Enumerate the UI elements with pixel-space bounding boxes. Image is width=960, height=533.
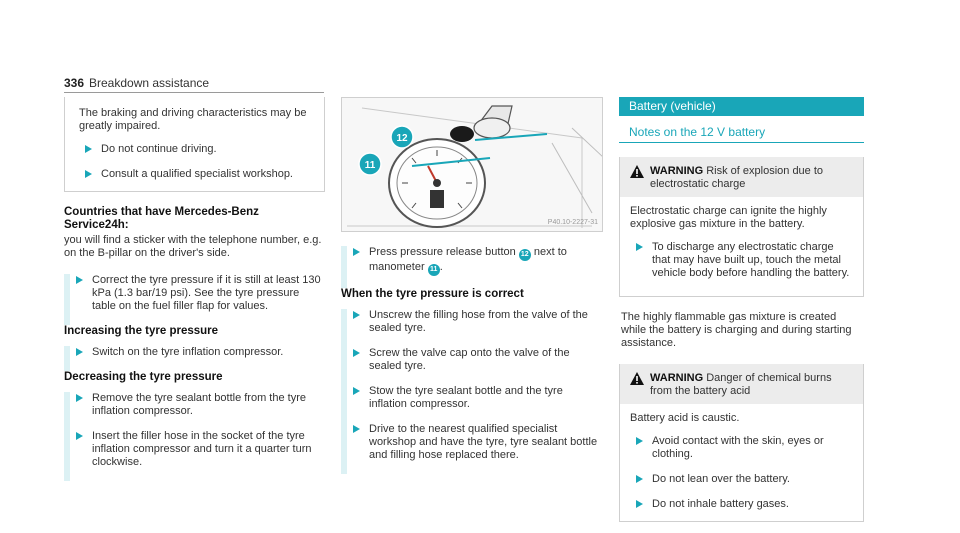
step-text: Screw the valve cap onto the valve of the sealed tyre. (369, 347, 570, 372)
compressor-illustration (342, 98, 603, 232)
warning-label: WARNING (650, 165, 704, 177)
warning-bullet (630, 473, 853, 486)
step-text: Correct the tyre pressure if it is still at least 130 kPa (1.3 bar/19 psi). See the tyre pressure table on the fuel filler flap for values. (92, 274, 321, 312)
step-text: Stow the tyre sealant bottle and the tyre inflation compressor. (369, 385, 563, 410)
arrow-bullet-icon (353, 387, 360, 395)
warning-box-explosion (619, 157, 864, 297)
step-text: Press pressure release button (369, 246, 516, 258)
warning-header (620, 157, 863, 197)
step-text: Switch on the tyre inflation compressor. (92, 346, 284, 358)
warning-label: WARNING (650, 372, 704, 384)
marker-11-label: 11 (364, 160, 376, 171)
warning-body-text: Electrostatic charge can ignite the highly explosive gas mixture in the battery. (630, 205, 827, 230)
instruction-step (341, 309, 603, 335)
warning-body (620, 197, 863, 296)
arrow-bullet-icon (76, 276, 83, 284)
page-header-title: Breakdown assistance (89, 76, 210, 90)
arrow-bullet-icon (76, 348, 83, 356)
note-bullet-text: Do not continue driving. (101, 143, 217, 155)
warning-bullet-text: Do not inhale battery gases. (652, 498, 789, 510)
arrow-bullet-icon (636, 243, 643, 251)
warning-header (620, 364, 863, 404)
column-right (619, 97, 864, 522)
arrow-bullet-icon (636, 437, 643, 445)
column-left (64, 97, 325, 481)
warning-bullet (630, 498, 853, 511)
instruction-step (64, 346, 325, 359)
step-text: Unscrew the filling hose from the valve of the sealed tyre. (369, 309, 588, 334)
note-bullet (79, 168, 314, 181)
instruction-step (341, 385, 603, 411)
warning-text: Danger of chemical burns from the battery acid (650, 372, 832, 397)
warning-bullet (630, 435, 853, 461)
pressure-correct-heading: When the tyre pressure is correct (341, 288, 524, 300)
driving-note-box (64, 97, 325, 192)
arrow-bullet-icon (85, 170, 92, 178)
instruction-step (341, 246, 603, 276)
arrow-bullet-icon (76, 432, 83, 440)
countries-heading: Countries that have Mercedes-Benz Service24h: (64, 206, 259, 231)
warning-bullet-text: To discharge any electrostatic charge that may have built up, touch the metal vehicle body before handling the battery. (652, 241, 850, 279)
warning-triangle-icon (630, 165, 644, 178)
warning-triangle-icon (630, 372, 644, 385)
header-divider (64, 92, 324, 93)
arrow-bullet-icon (76, 394, 83, 402)
step-text: Remove the tyre sealant bottle from the tyre inflation compressor. (92, 392, 306, 417)
arrow-bullet-icon (353, 311, 360, 319)
marker-12-badge: 12 (519, 249, 531, 261)
arrow-bullet-icon (353, 248, 360, 256)
instruction-step (64, 274, 325, 313)
step-text: Insert the filler hose in the socket of the tyre inflation compressor and turn it a quarter turn clockwise. (92, 430, 312, 468)
arrow-bullet-icon (353, 349, 360, 357)
note-bullet-text: Consult a qualified specialist workshop. (101, 168, 293, 180)
page-number: 336 (64, 76, 85, 90)
decreasing-heading: Decreasing the tyre pressure (64, 371, 223, 383)
step-text-end: . (439, 261, 443, 273)
arrow-bullet-icon (85, 145, 92, 153)
marker-12-label: 12 (396, 133, 408, 144)
arrow-bullet-icon (353, 425, 360, 433)
increasing-heading: Increasing the tyre pressure (64, 325, 219, 337)
instruction-step (64, 392, 325, 418)
arrow-bullet-icon (636, 500, 643, 508)
column-middle (341, 97, 603, 474)
marker-11-badge: 11 (428, 264, 440, 276)
warning-bullet-text: Do not lean over the battery. (652, 473, 790, 485)
step-text: next to manometer (369, 246, 567, 273)
figure-code: P40.10-2227-31 (547, 219, 598, 226)
warning-box-acid (619, 364, 864, 522)
note-text: The braking and driving characteristics may be greatly impaired. (79, 107, 307, 132)
note-bullet (79, 143, 314, 156)
arrow-bullet-icon (636, 475, 643, 483)
warning-text: Risk of explosion due to electrostatic charge (650, 165, 824, 190)
warning-bullet (630, 241, 853, 280)
instruction-step (341, 347, 603, 373)
section-title: Battery (vehicle) (619, 97, 864, 116)
warning-bullet-text: Avoid contact with the skin, eyes or clothing. (652, 435, 824, 460)
compressor-figure (341, 97, 603, 232)
countries-text: you will find a sticker with the telephone number, e.g. on the B-pillar on the driver's side. (64, 234, 322, 259)
subsection-title: Notes on the 12 V battery (619, 126, 864, 143)
instruction-step (64, 430, 325, 469)
warning-body (620, 404, 863, 521)
gas-mixture-text: The highly flammable gas mixture is created while the battery is charging and during starting assistance. (621, 311, 852, 349)
step-text: Drive to the nearest qualified specialist workshop and have the tyre, tyre sealant bottle and filling hose replaced there. (369, 423, 598, 461)
warning-body-text: Battery acid is caustic. (630, 412, 740, 424)
instruction-step (341, 423, 603, 462)
